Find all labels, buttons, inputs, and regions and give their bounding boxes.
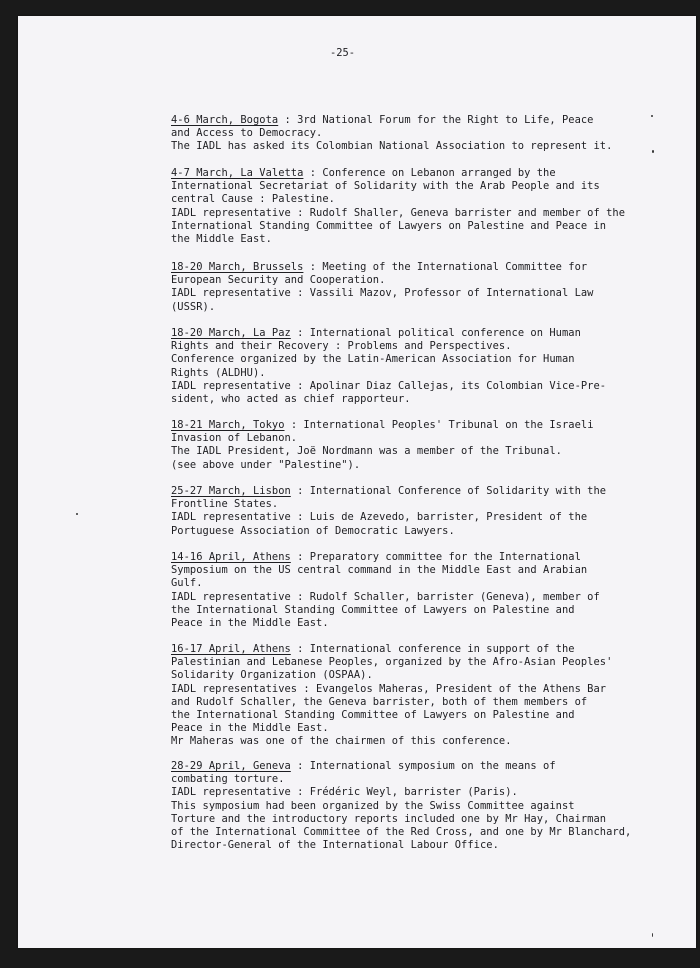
event-text: Rights and their Recovery : Problems and Perspectives. <box>171 340 512 353</box>
event-date: 18-21 March, Tokyo <box>171 419 285 431</box>
event-date: 18-20 March, Brussels <box>171 261 304 273</box>
event-date: 28-29 April, Geneva <box>171 760 291 772</box>
event-text: IADL representatives : Evangelos Maheras, President of the Athens Bar <box>171 682 607 695</box>
event-text: : Meeting of the International Committee for <box>303 261 588 273</box>
event-date: 18-20 March, La Paz <box>171 327 291 339</box>
paper-speck <box>76 513 78 515</box>
event-text: Palestinian and Lebanese Peoples, organized by the Afro-Asian Peoples' <box>171 656 613 669</box>
event-entry <box>171 327 671 406</box>
event-text: Solidarity Organization (OSPAA). <box>171 669 373 682</box>
event-text: Peace in the Middle East. <box>171 616 329 629</box>
event-text: This symposium had been organized by the Swiss Committee against <box>171 799 575 812</box>
event-text: The IADL has asked its Colombian National Association to represent it. <box>171 140 613 153</box>
event-text: The IADL President, Joë Nordmann was a member of the Tribunal. <box>171 445 562 458</box>
event-date: 16-17 April, Athens <box>171 643 291 655</box>
event-text: : International conference in support of the <box>290 643 575 655</box>
event-text: Conference organized by the Latin-American Association for Human <box>171 353 575 366</box>
event-text: and Access to Democracy. <box>171 127 323 140</box>
page-number: -25- <box>330 47 356 59</box>
event-text: IADL representative : Luis de Azevedo, barrister, President of the <box>171 511 588 524</box>
event-text: Gulf. <box>171 577 203 590</box>
event-text: (see above under "Palestine"). <box>171 458 361 471</box>
event-entry <box>171 167 671 246</box>
event-text: (USSR). <box>171 300 216 313</box>
event-text: combating torture. <box>171 773 285 786</box>
event-entry <box>171 551 671 630</box>
event-entry <box>171 643 671 749</box>
event-text: International Standing Committee of Lawyers on Palestine and Peace in <box>171 219 607 232</box>
event-text: IADL representative : Rudolf Schaller, barrister (Geneva), member of <box>171 590 600 603</box>
event-entry <box>171 760 671 852</box>
event-entry <box>171 114 671 154</box>
event-date: 25-27 March, Lisbon <box>171 485 291 497</box>
event-text: and Rudolf Schaller, the Geneva barrister, both of them members of <box>171 695 588 708</box>
event-text: sident, who acted as chief rapporteur. <box>171 392 411 405</box>
event-date: 14-16 April, Athens <box>171 551 291 563</box>
event-text: of the International Committee of the Red Cross, and one by Mr Blanchard, <box>171 825 632 838</box>
event-text: the International Standing Committee of Lawyers on Palestine and <box>171 708 575 721</box>
event-text: European Security and Cooperation. <box>171 274 386 287</box>
event-text: : Conference on Lebanon arranged by the <box>303 167 556 179</box>
document-page <box>18 16 696 948</box>
event-text: Torture and the introductory reports included one by Mr Hay, Chairman <box>171 812 607 825</box>
event-text: IADL representative : Frédéric Weyl, barrister (Paris). <box>171 786 518 799</box>
paper-speck <box>652 933 653 937</box>
event-text: : Preparatory committee for the International <box>290 551 581 563</box>
event-text: IADL representative : Rudolf Shaller, Geneva barrister and member of the <box>171 206 626 219</box>
event-entry <box>171 419 671 472</box>
event-text: the International Standing Committee of Lawyers on Palestine and <box>171 603 575 616</box>
event-text: Symposium on the US central command in the Middle East and Arabian <box>171 564 588 577</box>
event-text: Portuguese Association of Democratic Lawyers. <box>171 524 455 537</box>
event-text: Director-General of the International Labour Office. <box>171 839 499 852</box>
event-text: : International political conference on Human <box>290 327 581 339</box>
event-text: International Secretariat of Solidarity with the Arab People and its <box>171 180 600 193</box>
event-text: Peace in the Middle East. <box>171 722 329 735</box>
event-text: : International symposium on the means of <box>290 760 556 772</box>
event-text: Invasion of Lebanon. <box>171 432 298 445</box>
event-entry <box>171 261 671 314</box>
paper-speck <box>652 150 654 153</box>
event-entry <box>171 485 671 538</box>
event-text: IADL representative : Apolinar Diaz Callejas, its Colombian Vice-Pre- <box>171 379 607 392</box>
event-date: 4-6 March, Bogota <box>171 114 279 126</box>
event-text: : International Peoples' Tribunal on the Israeli <box>284 419 594 431</box>
event-text: Frontline States. <box>171 498 279 511</box>
event-text: IADL representative : Vassili Mazov, Professor of International Law <box>171 287 594 300</box>
event-text: : International Conference of Solidarity with the <box>290 485 607 497</box>
event-text: Mr Maheras was one of the chairmen of this conference. <box>171 735 512 748</box>
event-text: Rights (ALDHU). <box>171 366 266 379</box>
event-text: : 3rd National Forum for the Right to Life, Peace <box>278 114 594 126</box>
paper-speck <box>651 115 653 117</box>
event-text: the Middle East. <box>171 232 272 245</box>
event-text: central Cause : Palestine. <box>171 193 335 206</box>
event-date: 4-7 March, La Valetta <box>171 167 304 179</box>
